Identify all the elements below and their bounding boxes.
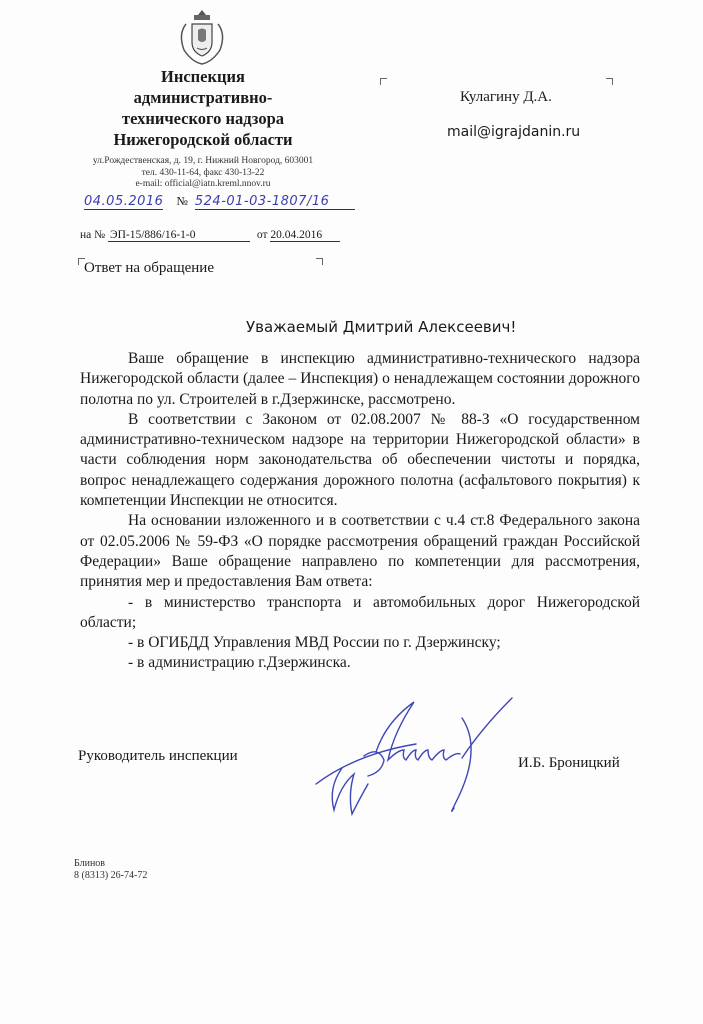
reference-date: 20.04.2016 (270, 229, 340, 242)
org-name-line: административно- (133, 88, 273, 107)
registration-line (84, 194, 355, 210)
salutation: Уважаемый Дмитрий Алексеевич! (246, 318, 517, 336)
coat-of-arms-icon (176, 8, 228, 66)
letter-body (80, 349, 640, 674)
reference-from-label: от (256, 229, 268, 241)
paragraph: На основании изложенного и в соответствии с ч.4 ст.8 Федерального закона от 02.05.2006 № 59-ФЗ «О порядке рассмотрения обращений граждан Российской Федерации» Ваше обращение направлено по компетенции для рассмотрения, принятия мер и предоставления Вам ответа: (80, 512, 640, 591)
reference-prefix: на № (80, 229, 106, 241)
paragraph: В соответствии с Законом от 02.08.2007 № 88-З «О государственном административно-техническом надзоре на территории Нижегородской области» в части соблюдения норм законодательства об обеспечении чистоты и порядка, вопрос ненадлежащего содержания дорожного полотна (асфальтового покрытия) к компетенции Инспекции не относится. (80, 410, 640, 510)
org-name-line: технического надзора (121, 109, 285, 128)
list-item: - в администрацию г.Дзержинска. (128, 654, 351, 672)
email-line: e-mail: official@iatn.kreml.nnov.ru (135, 179, 271, 189)
organization-address (80, 156, 326, 191)
paragraph: Ваше обращение в инспекцию административно-технического надзора Нижегородской области (далее – Инспекция) о ненадлежащем состоянии дорожного полотна по ул. Строителей в г.Дзержинске, рассмотрено. (80, 350, 640, 408)
registration-date: 04.05.2016 (84, 194, 164, 209)
handwritten-signature (312, 690, 544, 830)
organization-name (80, 66, 326, 150)
addressee-name: Кулагину Д.А. (460, 89, 552, 105)
addressee-email: mail@igrajdanin.ru (447, 124, 581, 140)
signatory-position: Руководитель инспекции (78, 748, 238, 764)
reference-line (80, 229, 340, 242)
registration-number: 524-01-03-1807/16 (195, 194, 355, 210)
address-bracket-right (606, 78, 613, 85)
subject-bracket-right (316, 258, 323, 265)
address-bracket-left (380, 78, 387, 85)
signatory-name: И.Б. Броницкий (518, 755, 620, 771)
reference-number: ЭП-15/886/16-1-0 (108, 229, 250, 242)
address-line: ул.Рождественская, д. 19, г. Нижний Новгород, 603001 (92, 156, 314, 166)
executor-info (74, 858, 147, 882)
list-item: - в министерство транспорта и автомобильных дорог Нижегородской области; (80, 593, 640, 631)
subject-line: Ответ на обращение (84, 260, 214, 276)
number-sign: № (176, 194, 188, 208)
org-name-line: Нижегородской области (113, 130, 293, 149)
phone-line: тел. 430-11-64, факс 430-13-22 (141, 167, 265, 178)
org-name-line: Инспекция (161, 67, 245, 86)
executor-phone: 8 (8313) 26-74-72 (74, 870, 148, 881)
list-item: - в ОГИБДД Управления МВД России по г. Дзержинску; (128, 634, 501, 652)
executor-name: Блинов (74, 858, 106, 869)
